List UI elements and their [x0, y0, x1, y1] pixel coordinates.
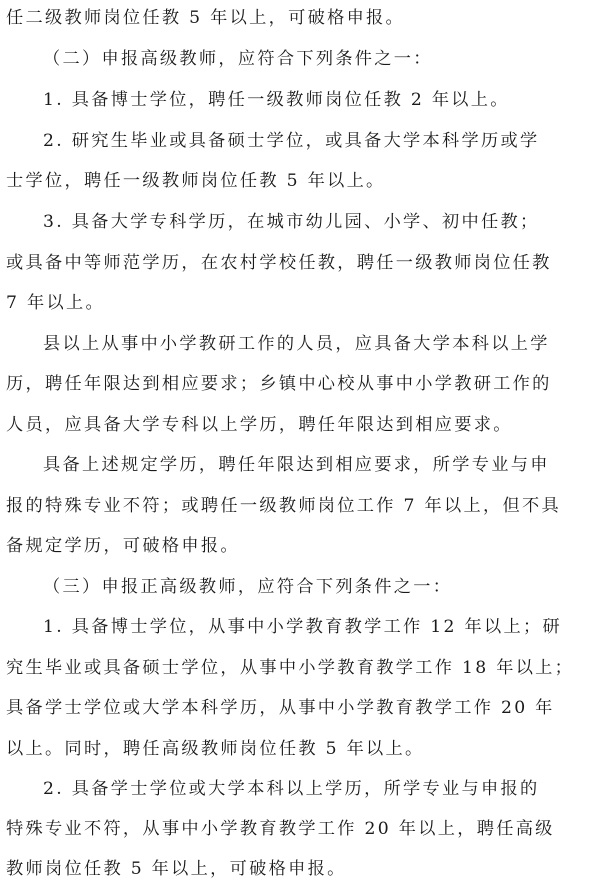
- section-heading-senior-teacher: （二）申报高级教师，应符合下列条件之一：: [43, 49, 433, 69]
- paragraph-line: 历，聘任年限达到相应要求；乡镇中心校从事中小学教研工作的: [6, 374, 552, 394]
- paragraph-line: 县以上从事中小学教研工作的人员，应具备大学本科以上学: [43, 334, 550, 354]
- section-heading-full-senior-teacher: （三）申报正高级教师，应符合下列条件之一：: [43, 577, 453, 597]
- paragraph-line: 2. 具备学士学位或大学本科以上学历，所学专业与申报的: [43, 779, 540, 799]
- paragraph-line: 7 年以上。: [6, 293, 105, 313]
- paragraph-line: 以上。同时，聘任高级教师岗位任教 5 年以上。: [6, 739, 425, 759]
- paragraph-line: 2. 研究生毕业或具备硕士学位，或具备大学本科学历或学: [43, 131, 540, 151]
- paragraph-line: 具备学士学位或大学本科学历，从事中小学教育教学工作 20 年: [6, 698, 555, 718]
- paragraph-line: 特殊专业不符，从事中小学教育教学工作 20 年以上，聘任高级: [6, 819, 555, 839]
- paragraph-line: 具备上述规定学历，聘任年限达到相应要求，所学专业与申: [43, 455, 550, 475]
- paragraph-line: 究生毕业或具备硕士学位，从事中小学教育教学工作 18 年以上；: [6, 658, 575, 678]
- paragraph-line: 报的特殊专业不符；或聘任一级教师岗位工作 7 年以上，但不具: [6, 496, 561, 516]
- paragraph-line: 3. 具备大学专科学历，在城市幼儿园、小学、初中任教；: [43, 212, 540, 232]
- paragraph-line: 1. 具备博士学位，从事中小学教育教学工作 12 年以上；研: [43, 617, 562, 637]
- paragraph-line: 1. 具备博士学位，聘任一级教师岗位任教 2 年以上。: [43, 90, 510, 110]
- paragraph-line: 人员，应具备大学专科以上学历，聘任年限达到相应要求。: [6, 415, 513, 435]
- paragraph-line: 任二级教师岗位任教 5 年以上，可破格申报。: [6, 8, 406, 28]
- paragraph-line: 士学位，聘任一级教师岗位任教 5 年以上。: [6, 171, 386, 191]
- paragraph-line: 或具备中等师范学历，在农村学校任教，聘任一级教师岗位任教: [6, 253, 552, 273]
- paragraph-line: 教师岗位任教 5 年以上，可破格申报。: [6, 859, 347, 879]
- paragraph-line: 备规定学历，可破格申报。: [6, 536, 240, 556]
